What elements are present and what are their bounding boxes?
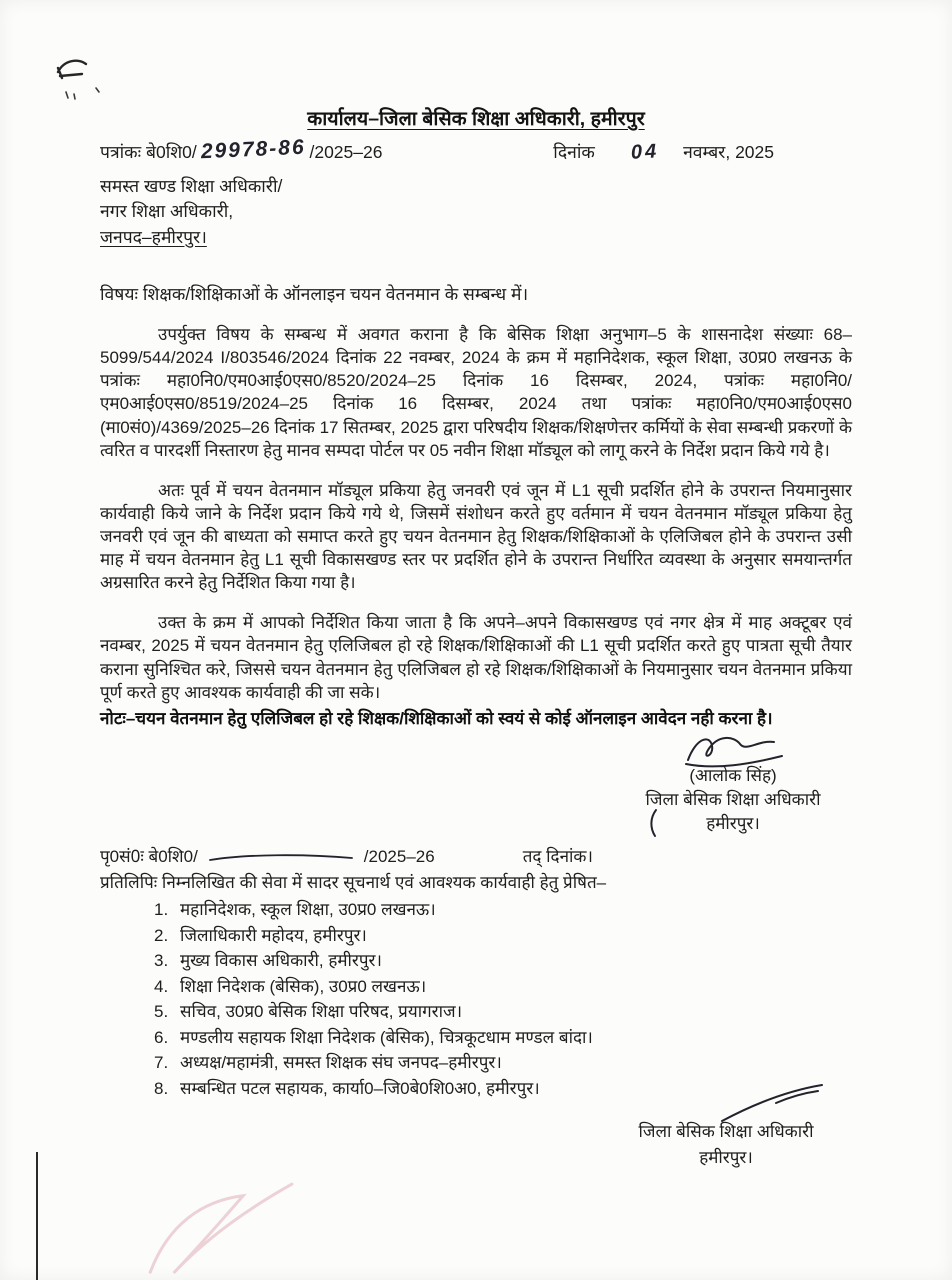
copy-item-number: 7.: [154, 1053, 169, 1073]
signature-block: [618, 764, 848, 836]
addressee-block: [100, 174, 852, 250]
copy-item: [154, 948, 852, 974]
handwritten-date: 04: [630, 140, 660, 164]
signature-scribble-icon: [718, 1081, 828, 1123]
addressee-line: नगर शिक्षा अधिकारी,: [100, 201, 234, 222]
endorsement-ref-prefix: पृ0सं0ः बे0शि0/: [100, 847, 198, 867]
note-line: नोटः–चयन वेतनमान हेतु एलिजिबल हो रहे शिक्षक/शिक्षिकाओं को स्वयं से कोई ऑनलाइन आवेदन नही करना है।: [100, 708, 773, 728]
signature-scribble-icon: [682, 730, 792, 770]
office-title: कार्यालय–जिला बेसिक शिक्षा अधिकारी, हमीरपुर: [307, 108, 645, 130]
paragraph-2: अतः पूर्व में चयन वेतनमान मॉड्यूल प्रकिया हेतु जनवरी एवं जून में L1 सूची प्रदर्शित होने के उपरान्त नियमानुसार कार्यवाही किये जाने के निर्देश प्रदान किये गये थे, जिसमें संशोधन करते हुए वर्तमान में चयन वेतनमान मॉड्यूल प्रकिया हेतु जनवरी एवं जून की बाध्यता को समाप्त करते हुए चयन वेतनमान हेतु शिक्षक/शिक्षिकाओं के एलिजिबल होने के उपरान्त उसी माह में चयन वेतनमान हेतु L1 सूची विकासखण्ड स्तर पर प्रदर्शित होने के उपरान्त निर्धारित व्यवस्था के अनुसार समयान्तर्गत अग्रसारित करने हेतु निर्देशित किया गया है।: [100, 480, 852, 593]
signatory-place: हमीरपुर।: [699, 1147, 753, 1167]
copy-item-number: 1.: [154, 900, 169, 920]
scan-edge-line: [36, 1152, 38, 1280]
copy-item-number: 8.: [154, 1078, 169, 1098]
endorsement-ref-suffix: /2025–26: [363, 847, 435, 867]
letter-body: [100, 104, 852, 1170]
letter-date: [553, 140, 774, 164]
handwritten-letter-number: 29978-86: [200, 135, 306, 164]
date-label: दिनांक: [553, 142, 595, 162]
copy-item-number: 3.: [154, 951, 169, 971]
subject-line: विषयः शिक्षक/शिक्षिकाओं के ऑनलाइन चयन वेतनमान के सम्बन्ध में।: [100, 284, 529, 305]
copy-item: [154, 974, 852, 1000]
copy-item-text: मुख्य विकास अधिकारी, हमीरपुर।: [180, 951, 382, 971]
copy-item-text: शिक्षा निदेशक (बेसिक), उ0प्र0 लखनऊ।: [180, 976, 427, 996]
endorsement-date: तद् दिनांक।: [522, 847, 593, 867]
addressee-line: समस्त खण्ड शिक्षा अधिकारी/: [100, 176, 283, 196]
copy-item-number: 4.: [154, 976, 169, 996]
handwritten-blank-stroke-icon: [206, 850, 356, 864]
addressee-district: जनपद–हमीरपुर।: [100, 226, 207, 247]
letter-number-year: /2025–26: [309, 142, 383, 162]
copy-item: [154, 897, 852, 923]
copy-item-number: 6.: [154, 1027, 169, 1047]
paragraph-3: उक्त के क्रम में आपको निर्देशित किया जाता है कि अपने–अपने विकासखण्ड एवं नगर क्षेत्र में माह अक्टूबर एवं नवम्बर, 2025 में चयन वेतनमान हेतु एलिजिबल हो रहे शिक्षक/शिक्षिकाओं की L1 सूची प्रदर्शित करते हुए पात्रता सूची तैयार कराना सुनिश्चित करे, जिससे चयन वेतनमान हेतु एलिजिबल हो रहे शिक्षक/शिक्षिकाओं के नियमानुसार चयन वेतनमान प्रकिया पूर्ण करते हुए आवश्यक कार्यवाही की जा सके।: [100, 613, 852, 702]
signatory-place: हमीरपुर।: [706, 814, 760, 834]
signature-block-bottom: [616, 1119, 836, 1170]
copy-item-text: सचिव, उ0प्र0 बेसिक शिक्षा परिषद, प्रयागराज।: [180, 1002, 463, 1022]
letter-number: [100, 135, 383, 164]
copy-item-text: अध्यक्ष/महामंत्री, समस्त शिक्षक संघ जनपद–हमीरपुर।: [180, 1053, 502, 1073]
copy-item-text: जिलाधिकारी महोदय, हमीरपुर।: [180, 925, 367, 945]
copy-item: [154, 999, 852, 1025]
copy-item-text: महानिदेशक, स्कूल शिक्षा, उ0प्र0 लखनऊ।: [180, 900, 436, 920]
copy-item: [154, 1025, 852, 1051]
signatory-designation: जिला बेसिक शिक्षा अधिकारी: [638, 1122, 814, 1142]
copy-item: [154, 923, 852, 949]
copy-to-label: प्रतिलिपिः निम्नलिखित की सेवा में सादर सूचनार्थ एवं आवश्यक कार्यवाही हेतु प्रेषित–: [100, 873, 607, 893]
copy-item-number: 2.: [154, 925, 169, 945]
date-month-year: नवम्बर, 2025: [683, 142, 774, 162]
copy-item-text: सम्बन्धित पटल सहायक, कार्या0–जि0बे0शि0अ0, हमीरपुर।: [180, 1078, 540, 1098]
signatory-name: (आलोक सिंह): [689, 765, 777, 785]
letter-number-label: पत्रांकः बे0शि0/: [100, 142, 197, 162]
copy-item: [154, 1050, 852, 1076]
copy-to-list: [154, 897, 852, 1101]
reference-row: [100, 135, 852, 164]
copy-item-number: 5.: [154, 1002, 169, 1022]
signatory-designation: जिला बेसिक शिक्षा अधिकारी: [645, 790, 821, 809]
pen-stroke-icon: [646, 808, 660, 838]
copy-item-text: मण्डलीय सहायक शिक्षा निदेशक (बेसिक), चित्रकूटधाम मण्डल बांदा।: [180, 1027, 593, 1047]
endorsement-reference-row: [100, 844, 852, 867]
paragraph-1: उपर्युक्त विषय के सम्बन्ध में अवगत कराना है कि बेसिक शिक्षा अनुभाग–5 के शासनादेश संख्याः 68–5099/544/2024 I/803546/2024 दिनांक 22 नवम्बर, 2024 के क्रम में महानिदेशक, स्कूल शिक्षा, उ0प्र0 लखनऊ के पत्रांकः महा0नि0/एम0आई0एस0/8520/2024–25 दिनांक 16 दिसम्बर, 2024, पत्रांकः महा0नि0/एम0आई0एस0/8519/2024–25 दिनांक 16 दिसम्बर, 2024 तथा पत्रांकः महा0नि0/एम0आई0एस0 (मा0सं0)/4369/2025–26 दिनांक 17 सितम्बर, 2025 द्वारा परिषदीय शिक्षक/शिक्षणेत्तर कर्मियों के सेवा सम्बन्धी प्रकरणों के त्वरित व पारदर्शी निस्तारण हेतु मानव सम्पदा पोर्टल पर 05 नवीन शिक्षा मॉड्यूल को लागू करने के निर्देश प्रदान किये गये है।: [100, 325, 852, 460]
pen-mark-top-left: [52, 52, 122, 106]
